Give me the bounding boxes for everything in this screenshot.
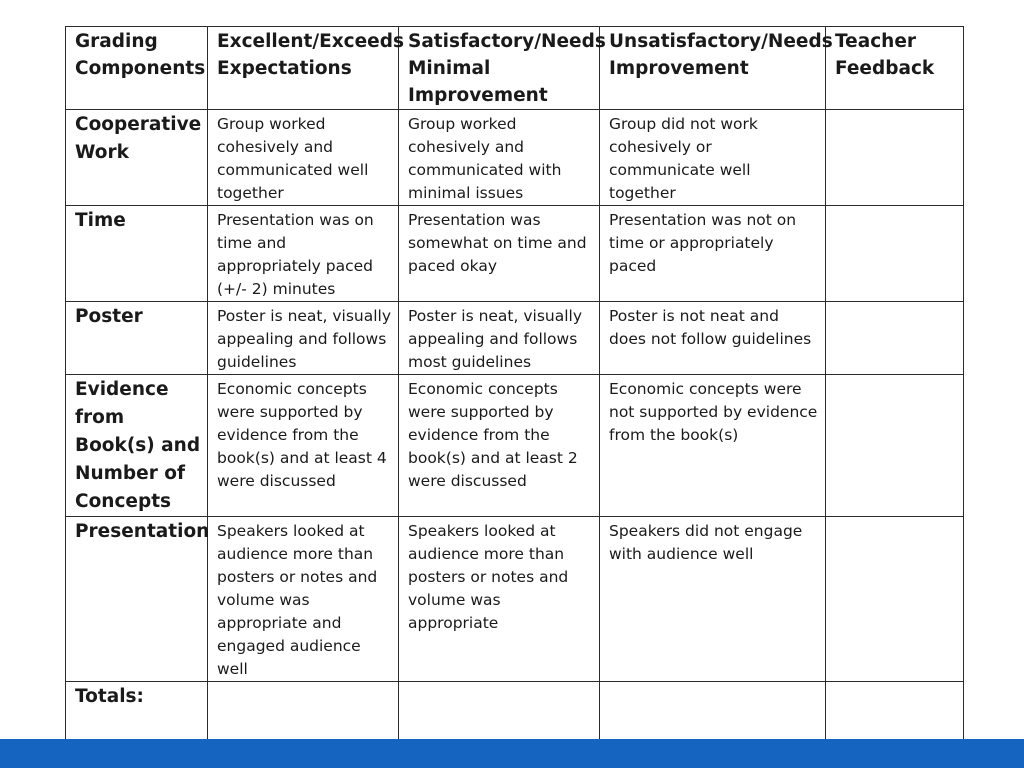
unsatisfactory-cell: Economic concepts were not supported by evidence from the book(s) <box>600 375 826 517</box>
row-label: Time <box>66 206 208 302</box>
totals-label: Totals: <box>66 682 208 750</box>
row-label: Poster <box>66 302 208 375</box>
header-satisfactory: Satisfactory/Needs Minimal Improvement <box>399 27 600 110</box>
row-label: Presentation <box>66 517 208 682</box>
excellent-cell: Poster is neat, visually appealing and follows guidelines <box>208 302 399 375</box>
feedback-cell[interactable] <box>826 110 964 206</box>
unsatisfactory-cell: Speakers did not engage with audience well <box>600 517 826 682</box>
header-row <box>66 27 964 110</box>
table-row <box>66 302 964 375</box>
satisfactory-cell: Economic concepts were supported by evidence from the book(s) and at least 2 were discussed <box>399 375 600 517</box>
excellent-cell: Presentation was on time and appropriately paced (+/- 2) minutes <box>208 206 399 302</box>
row-label: Evidence from Book(s) and Number of Concepts <box>66 375 208 517</box>
rubric-table <box>65 26 964 750</box>
satisfactory-cell: Presentation was somewhat on time and paced okay <box>399 206 600 302</box>
satisfactory-cell: Poster is neat, visually appealing and follows most guidelines <box>399 302 600 375</box>
table-row <box>66 110 964 206</box>
feedback-cell[interactable] <box>826 302 964 375</box>
unsatisfactory-cell: Presentation was not on time or appropriately paced <box>600 206 826 302</box>
feedback-cell[interactable] <box>826 375 964 517</box>
excellent-cell: Speakers looked at audience more than posters or notes and volume was appropriate and engaged audience well <box>208 517 399 682</box>
header-unsatisfactory: Unsatisfactory/Needs Improvement <box>600 27 826 110</box>
satisfactory-cell: Group worked cohesively and communicated with minimal issues <box>399 110 600 206</box>
excellent-cell: Group worked cohesively and communicated well together <box>208 110 399 206</box>
table-row <box>66 375 964 517</box>
row-label: Cooperative Work <box>66 110 208 206</box>
header-teacher-feedback: Teacher Feedback <box>826 27 964 110</box>
unsatisfactory-cell: Poster is not neat and does not follow guidelines <box>600 302 826 375</box>
header-grading-components: Grading Components <box>66 27 208 110</box>
header-excellent: Excellent/Exceeds Expectations <box>208 27 399 110</box>
table-row <box>66 206 964 302</box>
footer-bar <box>0 739 1024 768</box>
table-row <box>66 517 964 682</box>
feedback-cell[interactable] <box>826 206 964 302</box>
feedback-cell[interactable] <box>826 517 964 682</box>
unsatisfactory-cell: Group did not work cohesively or communicate well together <box>600 110 826 206</box>
satisfactory-cell: Speakers looked at audience more than posters or notes and volume was appropriate <box>399 517 600 682</box>
excellent-cell: Economic concepts were supported by evidence from the book(s) and at least 4 were discussed <box>208 375 399 517</box>
